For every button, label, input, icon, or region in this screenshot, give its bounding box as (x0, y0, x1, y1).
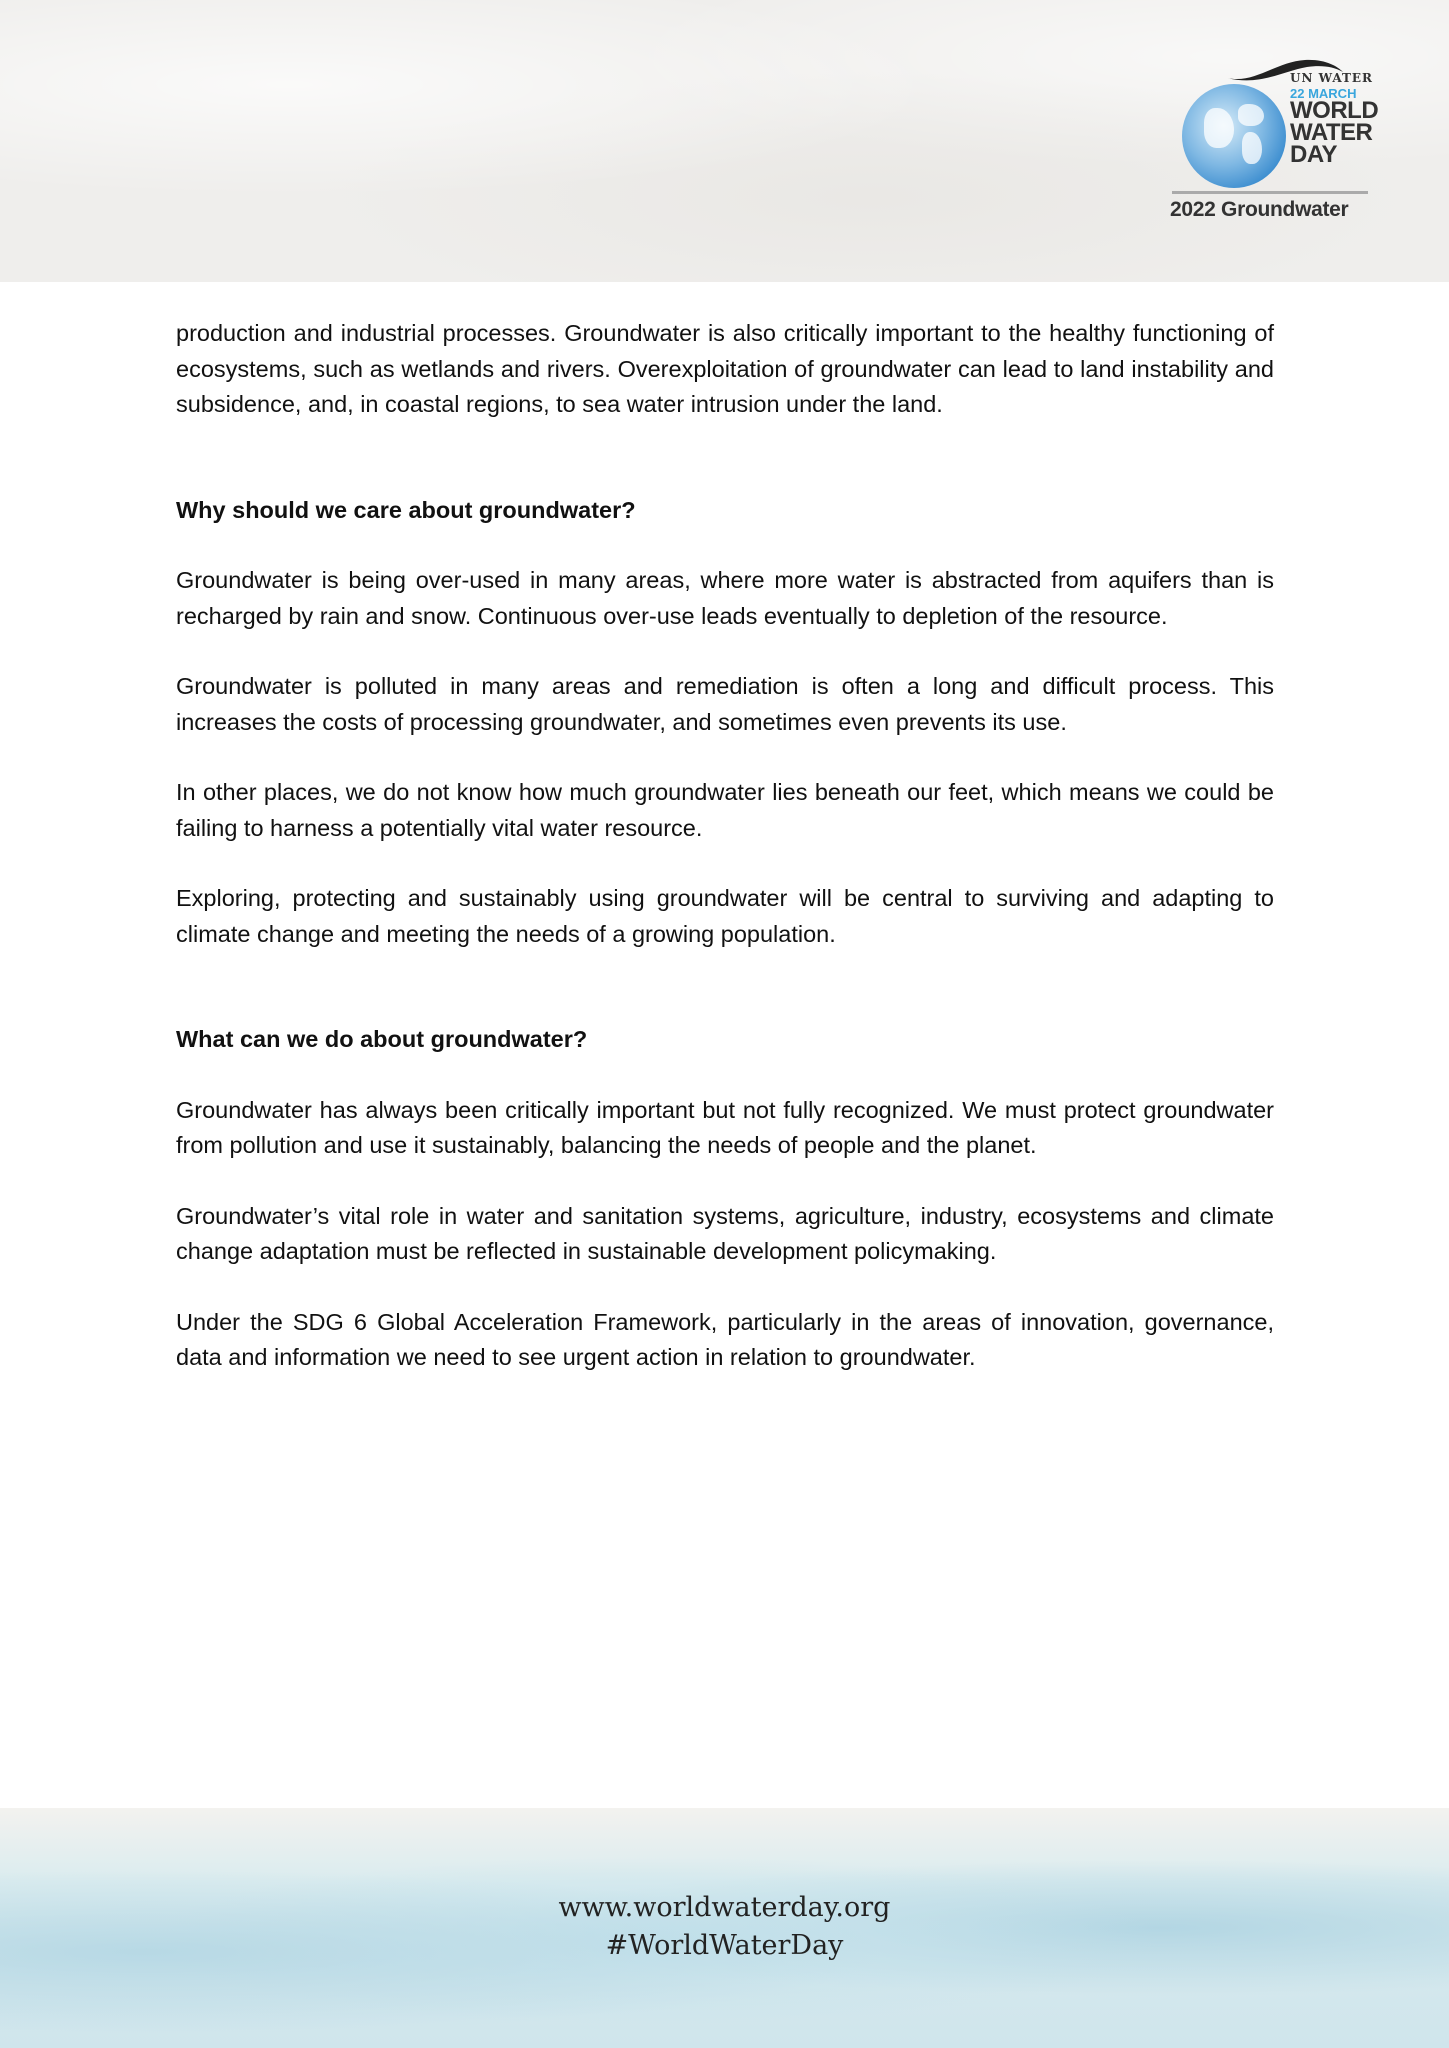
paragraph: Groundwater is polluted in many areas and remediation is often a long and difficult process. This increases the costs of processing groundwater, and sometimes even prevents its use. (176, 673, 1274, 735)
document-body (176, 316, 1274, 1376)
paragraph: Under the SDG 6 Global Acceleration Framework, particularly in the areas of innovation, governance, data and information we need to see urgent action in relation to groundwater. (176, 1308, 1274, 1370)
logo-org: UN WATER (1290, 71, 1374, 85)
section-heading-what-can-we-do: What can we do about groundwater? (176, 1026, 588, 1052)
paragraph: Groundwater’s vital role in water and sanitation systems, agriculture, industry, ecosystems and climate change adaptation must be reflected in sustainable development policymaking. (176, 1202, 1274, 1264)
page-footer (0, 1808, 1449, 2048)
intro-paragraph: production and industrial processes. Groundwater is also critically important to the healthy functioning of ecosystems, such as wetlands and rivers. Overexploitation of groundwater can lead to land instability and subsidence, and, in coastal regions, to sea water intrusion under the land. (176, 320, 1274, 417)
paragraph: Exploring, protecting and sustainably using groundwater will be central to surviving and adapting to climate change and meeting the needs of a growing population. (176, 885, 1274, 947)
logo-title-line: WORLD (1290, 97, 1379, 124)
logo-theme: 2022 Groundwater (1170, 198, 1349, 221)
page-header (0, 0, 1449, 282)
paragraph: Groundwater has always been critically important but not fully recognized. We must protect groundwater from pollution and use it sustainably, balancing the needs of people and the planet. (176, 1096, 1274, 1158)
logo-title-line: WATER (1290, 119, 1373, 146)
paragraph: In other places, we do not know how much groundwater lies beneath our feet, which means we could be failing to harness a potentially vital water resource. (176, 779, 1274, 841)
paragraph: Groundwater is being over-used in many areas, where more water is abstracted from aquifers than is recharged by rain and snow. Continuous over-use leads eventually to depletion of the resource. (176, 567, 1274, 629)
logo-divider (1172, 191, 1368, 194)
world-water-day-logo (1170, 56, 1380, 224)
section-heading-why-care: Why should we care about groundwater? (176, 496, 636, 523)
logo-date: 22 MARCH (1290, 86, 1357, 101)
website-link[interactable]: www.worldwaterday.org (558, 1892, 891, 1923)
hashtag: #WorldWaterDay (605, 1930, 844, 1961)
globe-icon (1182, 84, 1286, 188)
logo-title-line: DAY (1290, 141, 1337, 168)
